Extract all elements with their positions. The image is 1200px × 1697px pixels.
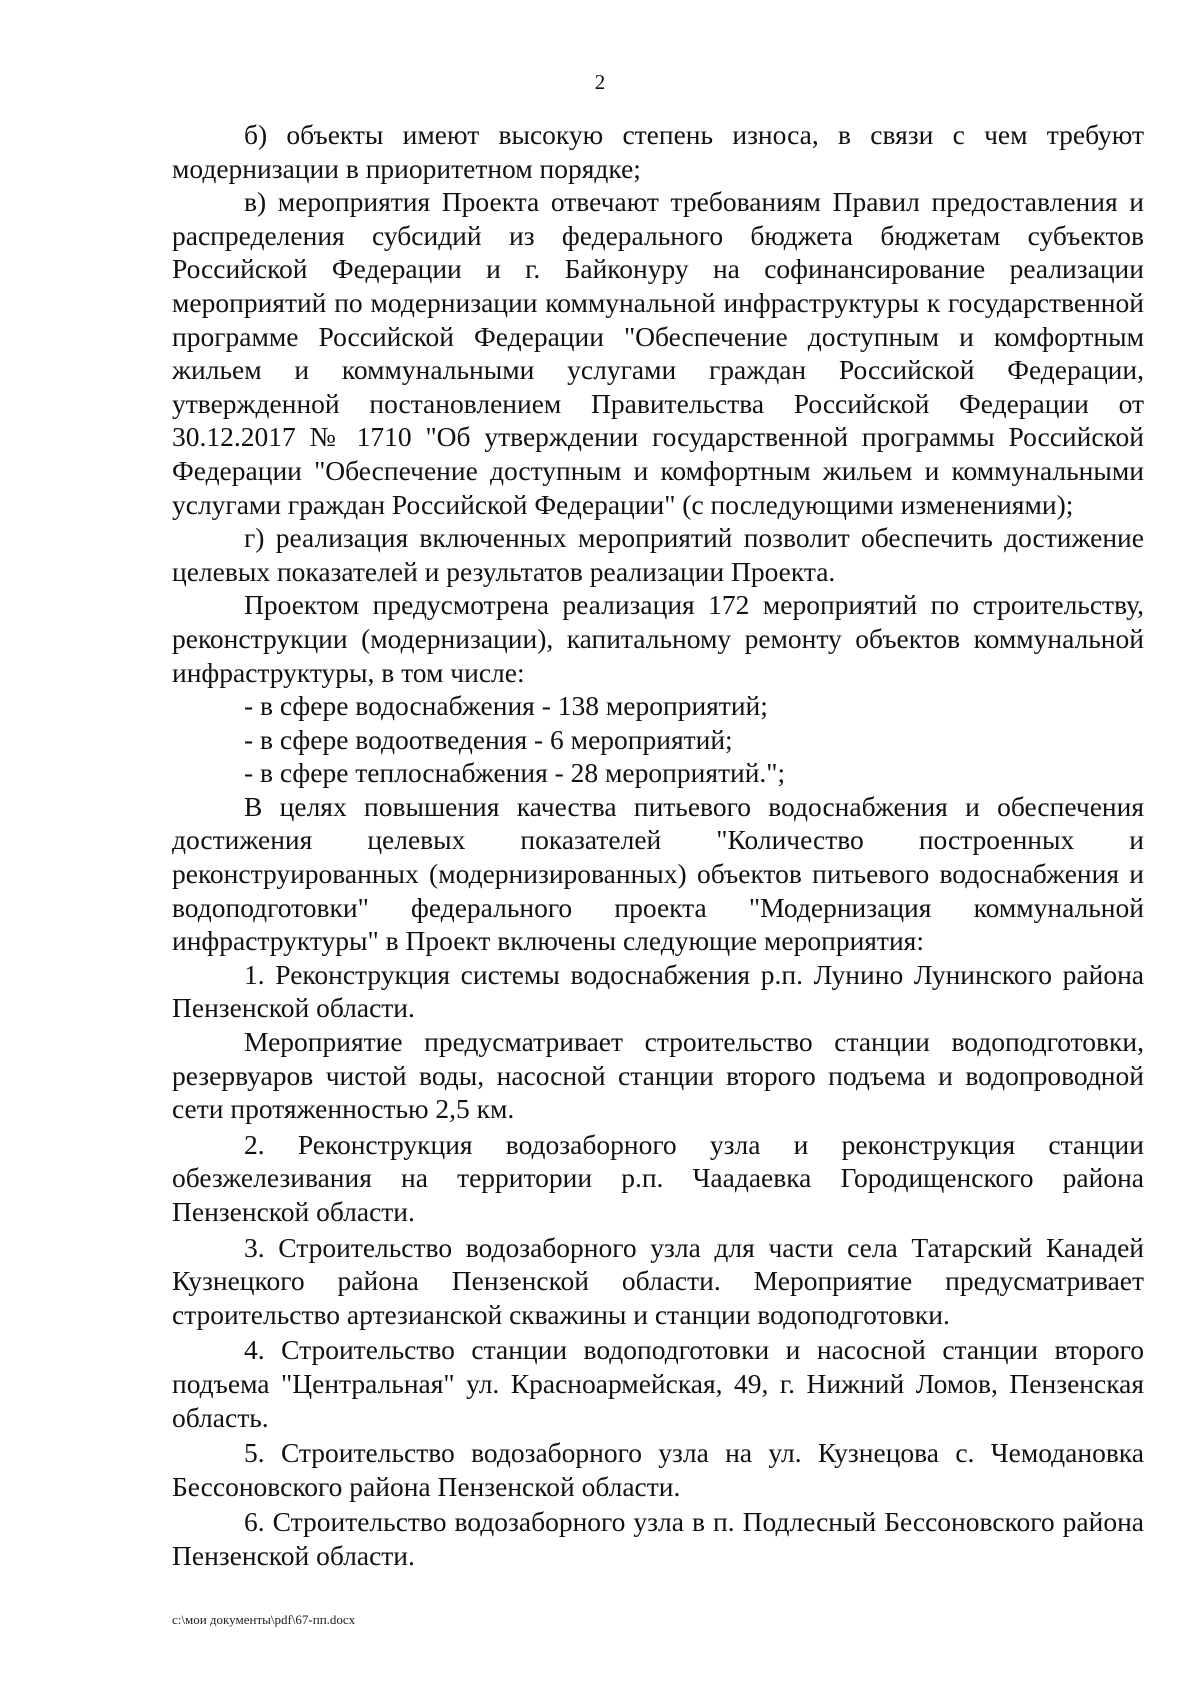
footer-file-path: c:\мои документы\pdf\67-пп.docx [172, 1612, 356, 1627]
list-item-heat-supply: - в сфере теплоснабжения - 28 мероприятий."; [244, 757, 786, 789]
list-item-water-supply: - в сфере водоснабжения - 138 мероприятий; [244, 690, 768, 722]
paragraph-project-summary: Проектом предусмотрена реализация 172 мероприятий по строительству, реконструкции (модернизации), капитальному ремонту объектов коммунальной инфраструктуры, в том числе: [172, 589, 1144, 688]
measure-6: 6. Строительство водозаборного узла в п. Подлесный Бессоновского района Пензенской области. [172, 1506, 1144, 1571]
paragraph-item-v: в) мероприятия Проекта отвечают требованиям Правил предоставления и распределения субсидий из федерального бюджета бюджетам субъектов Российской Федерации и г. Байконуру на софинансирование реализации мероприятий по модернизации коммунальной инфраструктуры к государственной программе Российской Федерации "Обеспечение доступным и комфортным жильем и коммунальными услугами граждан Российской Федерации, утвержденной постановлением Правительства Российской Федерации от 30.12.2017 № 1710 "Об утверждении государственной программы Российской Федерации "Обеспечение доступным и комфортным жильем и коммунальными услугами граждан Российской Федерации" (с последующими изменениями); [172, 186, 1144, 520]
list-item-drainage: - в сфере водоотведения - 6 мероприятий; [244, 723, 733, 755]
document-body [172, 118, 1144, 1573]
measure-1: 1. Реконструкция системы водоснабжения р.п. Лунино Лунинского района Пензенской области. [172, 958, 1144, 1024]
measure-1-description: Мероприятие предусматривает строительство станции водоподготовки, резервуаров чистой воды, насосной станции второго подъема и водопроводной сети протяженностью 2,5 км. [172, 1026, 1144, 1125]
paragraph-item-g: г) реализация включенных мероприятий позволит обеспечить достижение целевых показателей и результатов реализации Проекта. [172, 522, 1144, 587]
measure-4: 4. Строительство станции водоподготовки и насосной станции второго подъема "Центральная" ул. Красноармейская, 49, г. Нижний Ломов, Пензенская область. [172, 1334, 1144, 1433]
paragraph-goals: В целях повышения качества питьевого водоснабжения и обеспечения достижения целевых показателей "Количество построенных и реконструированных (модернизированных) объектов питьевого водоснабжения и водоподготовки" федерального проекта "Модернизация коммунальной инфраструктуры" в Проект включены следующие мероприятия: [172, 790, 1144, 957]
measure-2: 2. Реконструкция водозаборного узла и реконструкция станции обезжелезивания на территории р.п. Чаадаевка Городищенского района Пензенской области. [172, 1128, 1144, 1227]
page-number: 2 [594, 70, 606, 94]
measure-5: 5. Строительство водозаборного узла на ул. Кузнецова с. Чемодановка Бессоновского района Пензенской области. [172, 1437, 1144, 1502]
paragraph-item-b: б) объекты имеют высокую степень износа, в связи с чем требуют модернизации в приоритетном порядке; [172, 119, 1144, 184]
measure-3: 3. Строительство водозаборного узла для части села Татарский Канадей Кузнецкого района Пензенской области. Мероприятие предусматривает строительство артезианской скважины и станции водоподготовки. [172, 1231, 1144, 1330]
